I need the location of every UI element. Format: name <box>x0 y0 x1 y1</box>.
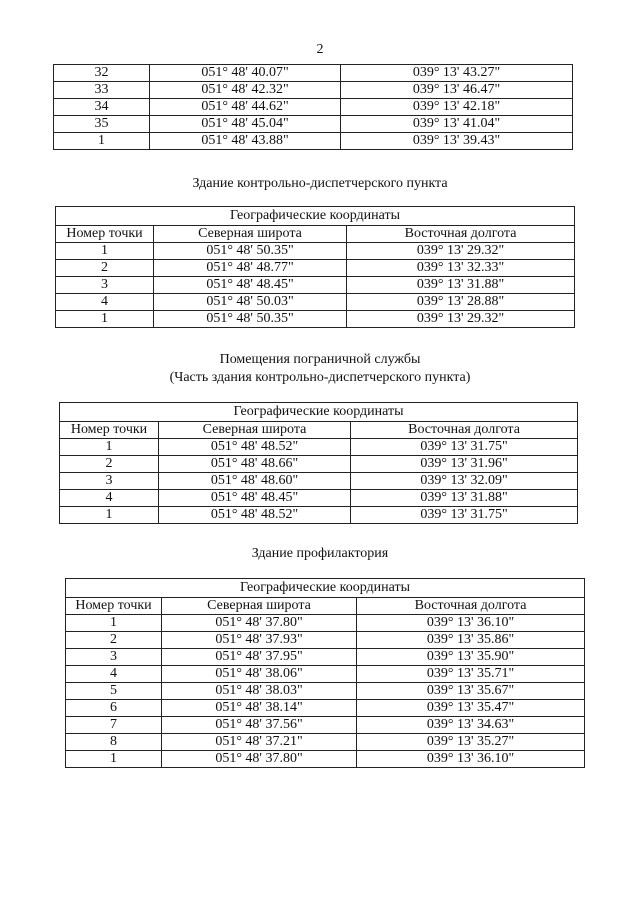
cell-point-number: 5 <box>66 683 162 700</box>
table-row <box>54 82 573 99</box>
table-columns-row <box>66 598 585 615</box>
cell-longitude: 039° 13' 36.10" <box>357 615 585 632</box>
cell-latitude: 051° 48' 40.07" <box>150 65 341 82</box>
table-row <box>54 116 573 133</box>
cell-latitude: 051° 48' 37.93" <box>162 632 357 649</box>
table-header-geo: Географические координаты <box>66 579 585 598</box>
table-columns-row <box>56 226 575 243</box>
cell-longitude: 039° 13' 35.67" <box>357 683 585 700</box>
cell-latitude: 051° 48' 37.21" <box>162 734 357 751</box>
table-header-row <box>66 579 585 598</box>
cell-point-number: 3 <box>56 277 154 294</box>
table-body <box>56 207 575 328</box>
cell-point-number: 1 <box>66 751 162 768</box>
cell-longitude: 039° 13' 35.71" <box>357 666 585 683</box>
section-title-control-tower: Здание контрольно-диспетчерского пункта <box>192 176 448 191</box>
table-row <box>66 615 585 632</box>
cell-point-number: 4 <box>66 666 162 683</box>
column-header-longitude: Восточная долгота <box>347 226 575 243</box>
cell-latitude: 051° 48' 50.03" <box>154 294 347 311</box>
page-number: 2 <box>316 42 324 57</box>
table-row <box>66 700 585 717</box>
table-row <box>56 311 575 328</box>
cell-latitude: 051° 48' 48.77" <box>154 260 347 277</box>
table-row <box>54 65 573 82</box>
table-row <box>56 294 575 311</box>
table-row <box>66 666 585 683</box>
cell-longitude: 039° 13' 36.10" <box>357 751 585 768</box>
cell-point-number: 32 <box>54 65 150 82</box>
cell-latitude: 051° 48' 48.52" <box>159 507 351 524</box>
cell-point-number: 1 <box>60 507 159 524</box>
cell-latitude: 051° 48' 48.60" <box>159 473 351 490</box>
cell-longitude: 039° 13' 35.86" <box>357 632 585 649</box>
cell-longitude: 039° 13' 29.32" <box>347 243 575 260</box>
cell-point-number: 35 <box>54 116 150 133</box>
coordinates-table-continuation <box>53 64 573 150</box>
cell-longitude: 039° 13' 29.32" <box>347 311 575 328</box>
table-header-row <box>56 207 575 226</box>
cell-latitude: 051° 48' 43.88" <box>150 133 341 150</box>
cell-point-number: 1 <box>66 615 162 632</box>
coordinates-table-dispensary <box>65 578 585 768</box>
table-row <box>66 734 585 751</box>
cell-longitude: 039° 13' 31.96" <box>351 456 578 473</box>
cell-point-number: 3 <box>60 473 159 490</box>
cell-point-number: 1 <box>56 311 154 328</box>
section-title-border-service: Помещения пограничной службы <box>219 352 421 367</box>
cell-point-number: 2 <box>60 456 159 473</box>
cell-point-number: 1 <box>54 133 150 150</box>
table-row <box>56 260 575 277</box>
section-subtitle-border-service: (Часть здания контрольно-диспетчерского пункта) <box>169 370 471 385</box>
cell-latitude: 051° 48' 37.95" <box>162 649 357 666</box>
cell-longitude: 039° 13' 39.43" <box>341 133 573 150</box>
cell-latitude: 051° 48' 37.56" <box>162 717 357 734</box>
column-header-latitude: Северная широта <box>162 598 357 615</box>
cell-latitude: 051° 48' 48.52" <box>159 439 351 456</box>
column-header-latitude: Северная широта <box>154 226 347 243</box>
table-header-geo: Географические координаты <box>60 403 578 422</box>
column-header-point: Номер точки <box>66 598 162 615</box>
coordinates-table-border-service <box>59 402 578 524</box>
cell-latitude: 051° 48' 37.80" <box>162 615 357 632</box>
table-row <box>60 439 578 456</box>
cell-longitude: 039° 13' 28.88" <box>347 294 575 311</box>
table-row <box>56 243 575 260</box>
cell-point-number: 33 <box>54 82 150 99</box>
cell-longitude: 039° 13' 34.63" <box>357 717 585 734</box>
cell-longitude: 039° 13' 31.75" <box>351 439 578 456</box>
table-row <box>54 99 573 116</box>
cell-point-number: 3 <box>66 649 162 666</box>
column-header-point: Номер точки <box>60 422 159 439</box>
cell-longitude: 039° 13' 31.88" <box>351 490 578 507</box>
cell-longitude: 039° 13' 35.27" <box>357 734 585 751</box>
table-row <box>60 490 578 507</box>
cell-latitude: 051° 48' 38.03" <box>162 683 357 700</box>
cell-point-number: 2 <box>56 260 154 277</box>
cell-point-number: 8 <box>66 734 162 751</box>
column-header-latitude: Северная широта <box>159 422 351 439</box>
cell-latitude: 051° 48' 42.32" <box>150 82 341 99</box>
cell-longitude: 039° 13' 42.18" <box>341 99 573 116</box>
cell-point-number: 34 <box>54 99 150 116</box>
table-row <box>66 632 585 649</box>
table-row <box>66 649 585 666</box>
cell-longitude: 039° 13' 32.33" <box>347 260 575 277</box>
table-row <box>66 751 585 768</box>
section-title-dispensary: Здание профилактория <box>251 546 389 561</box>
cell-point-number: 6 <box>66 700 162 717</box>
cell-point-number: 4 <box>56 294 154 311</box>
table-row <box>60 507 578 524</box>
table-header-row <box>60 403 578 422</box>
column-header-point: Номер точки <box>56 226 154 243</box>
cell-point-number: 1 <box>60 439 159 456</box>
cell-latitude: 051° 48' 38.06" <box>162 666 357 683</box>
column-header-longitude: Восточная долгота <box>351 422 578 439</box>
cell-latitude: 051° 48' 50.35" <box>154 243 347 260</box>
cell-latitude: 051° 48' 48.66" <box>159 456 351 473</box>
cell-longitude: 039° 13' 43.27" <box>341 65 573 82</box>
cell-longitude: 039° 13' 31.75" <box>351 507 578 524</box>
table-row <box>56 277 575 294</box>
cell-point-number: 4 <box>60 490 159 507</box>
table-body <box>60 403 578 524</box>
cell-longitude: 039° 13' 32.09" <box>351 473 578 490</box>
table-row <box>66 717 585 734</box>
cell-longitude: 039° 13' 35.90" <box>357 649 585 666</box>
cell-latitude: 051° 48' 37.80" <box>162 751 357 768</box>
table-body <box>54 65 573 150</box>
column-header-longitude: Восточная долгота <box>357 598 585 615</box>
table-body <box>66 579 585 768</box>
cell-latitude: 051° 48' 38.14" <box>162 700 357 717</box>
table-row <box>54 133 573 150</box>
cell-latitude: 051° 48' 50.35" <box>154 311 347 328</box>
table-header-geo: Географические координаты <box>56 207 575 226</box>
table-columns-row <box>60 422 578 439</box>
coordinates-table-control-tower <box>55 206 575 328</box>
table-row <box>66 683 585 700</box>
cell-point-number: 7 <box>66 717 162 734</box>
cell-point-number: 1 <box>56 243 154 260</box>
cell-longitude: 039° 13' 35.47" <box>357 700 585 717</box>
cell-latitude: 051° 48' 48.45" <box>154 277 347 294</box>
table-row <box>60 456 578 473</box>
cell-point-number: 2 <box>66 632 162 649</box>
table-row <box>60 473 578 490</box>
cell-latitude: 051° 48' 45.04" <box>150 116 341 133</box>
cell-latitude: 051° 48' 44.62" <box>150 99 341 116</box>
cell-latitude: 051° 48' 48.45" <box>159 490 351 507</box>
cell-longitude: 039° 13' 31.88" <box>347 277 575 294</box>
cell-longitude: 039° 13' 46.47" <box>341 82 573 99</box>
cell-longitude: 039° 13' 41.04" <box>341 116 573 133</box>
